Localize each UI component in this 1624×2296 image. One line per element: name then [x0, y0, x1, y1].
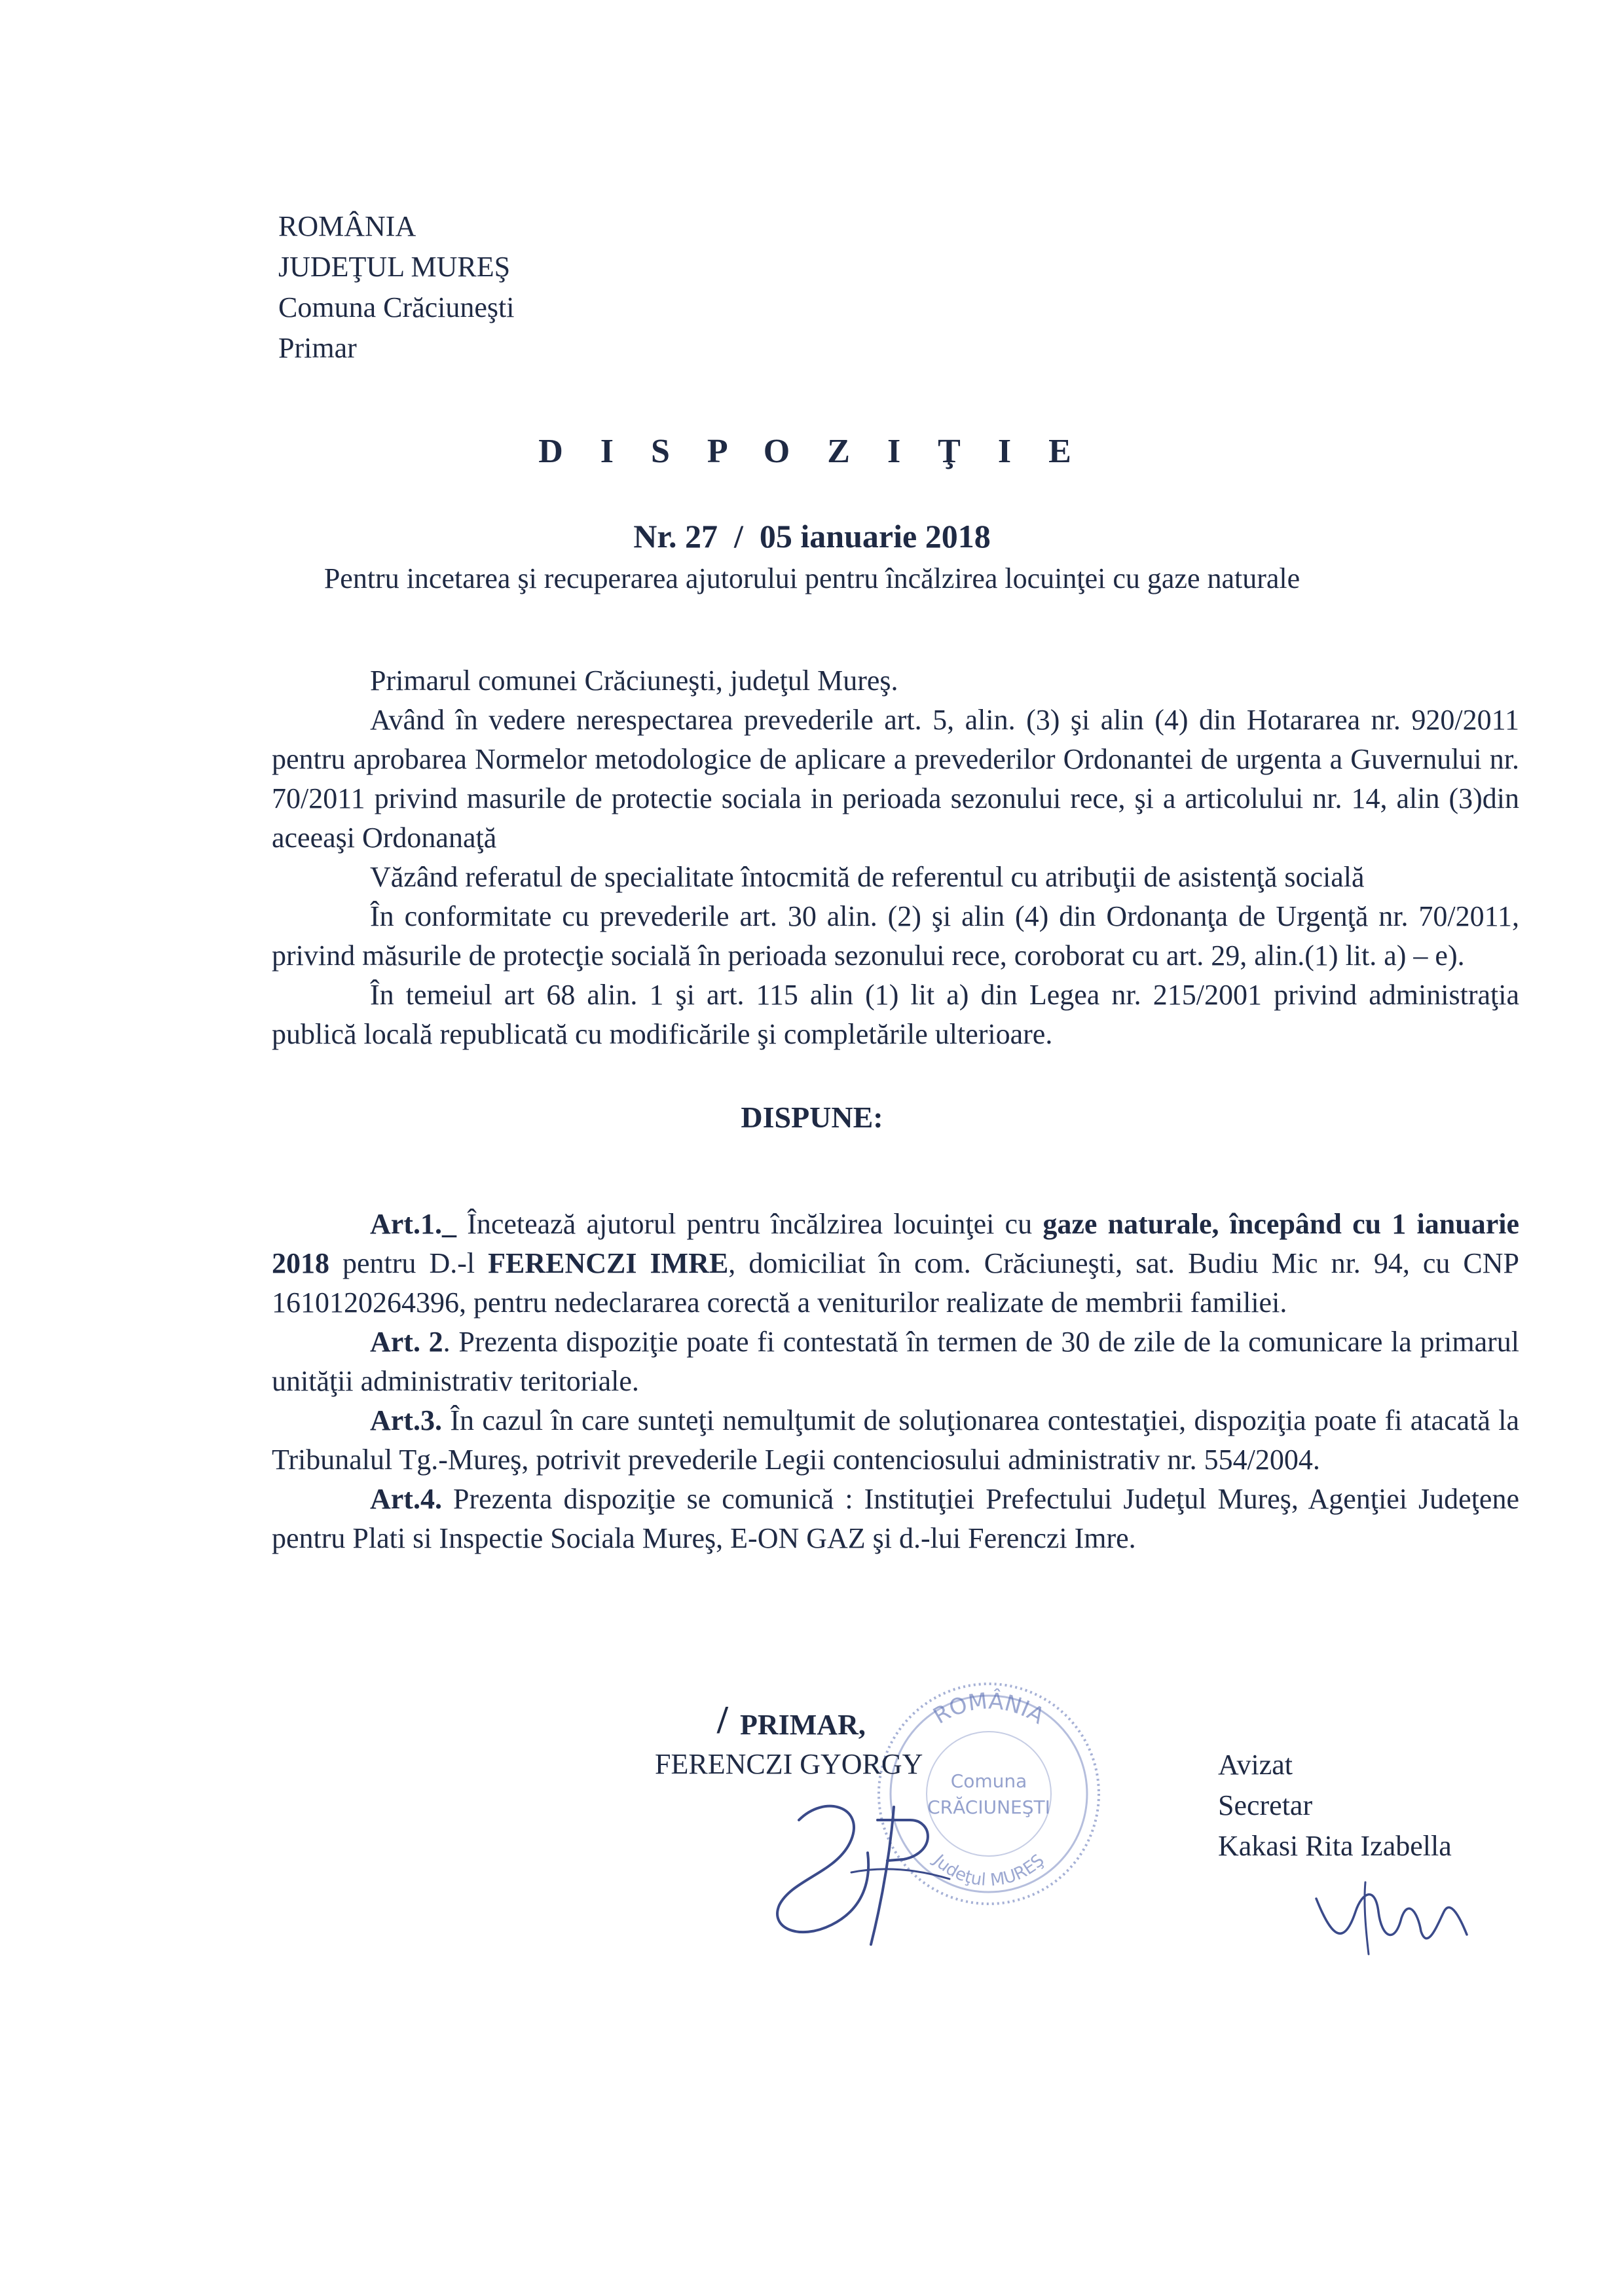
commune-line: Comuna Crăciuneşti	[278, 291, 515, 323]
svg-text:CRĂCIUNEŞTI: CRĂCIUNEŞTI	[927, 1796, 1050, 1818]
svg-text:Comuna: Comuna	[950, 1770, 1027, 1792]
article-2-text: . Prezenta dispoziţie poate fi contestată în termen de 30 de zile de la comunicare la primarul unităţii administrativ teritoriale.	[272, 1326, 1519, 1397]
article-4	[272, 1480, 1519, 1558]
svg-text:Judeţul MUREŞ: Judeţul MUREŞ	[929, 1850, 1048, 1891]
article-1-bold-date: gaze naturale, începând cu 1 ianuarie 2018	[272, 1208, 1519, 1279]
article-1-label: Art.1._	[370, 1208, 456, 1240]
preamble-paragraph: Având în vedere nerespectarea prevederile art. 5, alin. (3) şi alin (4) din Hotararea nr. 920/2011 pentru aprobarea Normelor metodologice de aplicare a prevederilor Ordonantei de urgenta a Guvernului nr. 70/2011 privind masurile de protectie sociala in perioada sezonului rece, şi a articolului nr. 14, alin (3)din aceeaşi Ordonanaţă	[272, 704, 1519, 854]
document-number	[0, 517, 1624, 555]
preamble-paragraph: În conformitate cu prevederile art. 30 alin. (2) şi alin (4) din Ordonanţa de Urgenţă nr. 70/2011, privind măsurile de protecţie socială în perioada sezonului rece, coroborat cu art. 29, alin.(1) lit. a) – e).	[272, 900, 1519, 972]
article-2-label: Art. 2	[370, 1326, 443, 1358]
document-number-prefix: Nr. 27 / 05	[633, 518, 801, 555]
mayor-signature-block	[655, 1698, 923, 1784]
mayor-name: FERENCZI GYORGY	[655, 1748, 923, 1780]
article-4-label: Art.4.	[370, 1483, 442, 1515]
article-3-text: În cazul în care sunteţi nemulţumit de soluţionarea contestaţiei, dispoziţia poate fi atacată la Tribunalul Tg.-Mureş, potrivit prevederile Legii contenciosului administrativ nr. 554/2004.	[272, 1404, 1519, 1476]
svg-text:ROMÂNIA: ROMÂNIA	[929, 1688, 1049, 1730]
office-line: Primar	[278, 332, 357, 364]
secretary-handwritten-signature	[1303, 1872, 1486, 1964]
secretary-block	[1218, 1745, 1452, 1867]
article-2	[272, 1322, 1519, 1401]
signature-slash-mark: /	[717, 1698, 728, 1741]
preamble-paragraph: Primarul comunei Crăciuneşti, judeţul Mureş.	[370, 665, 898, 697]
mayor-handwritten-signature	[753, 1781, 976, 1951]
document-number-date: ianuarie 2018	[800, 518, 991, 555]
secretary-name: Kakasi Rita Izabella	[1218, 1830, 1452, 1862]
article-1	[272, 1205, 1519, 1322]
issuer-header	[278, 206, 515, 369]
article-1-text: Încetează ajutorul pentru încălzirea locuinţei cu	[456, 1208, 1043, 1240]
avizat-label: Avizat	[1218, 1749, 1293, 1781]
secretary-title: Secretar	[1218, 1789, 1313, 1821]
county-line: JUDEŢUL MUREŞ	[278, 251, 511, 283]
mayor-title: PRIMAR,	[740, 1709, 866, 1741]
articles	[272, 1205, 1519, 1558]
document-subtitle: Pentru incetarea şi recuperarea ajutorului pentru încălzirea locuinţei cu gaze naturale	[323, 562, 1301, 594]
article-1-text: pentru D.-l	[329, 1247, 489, 1279]
country-line: ROMÂNIA	[278, 210, 416, 242]
preamble-paragraph: Văzând referatul de specialitate întocmită de referentul cu atribuţii de asistenţă socială	[370, 861, 1365, 893]
article-3-label: Art.3.	[370, 1404, 442, 1436]
article-1-text: , domiciliat în com. Crăciuneşti, sat. Budiu Mic nr. 94, cu CNP 1610120264396, pentru nedeclararea corectă a veniturilor realizate de membrii familiei.	[272, 1247, 1519, 1319]
article-3	[272, 1401, 1519, 1480]
document-title: D I S P O Z I Ţ I E	[538, 433, 1086, 470]
preamble-paragraph: În temeiul art 68 alin. 1 şi art. 115 alin (1) lit a) din Legea nr. 215/2001 privind administraţia publică locală republicată cu modificările şi completările ulterioare.	[272, 979, 1519, 1050]
article-4-text: Prezenta dispoziţie se comunică : Instituţiei Prefectului Judeţul Mureş, Agenţiei Judeţene pentru Plati si Inspectie Sociala Mureş, E-ON GAZ şi d.-lui Ferenczi Imre.	[272, 1483, 1519, 1554]
preamble	[272, 661, 1519, 1054]
article-1-bold-name: FERENCZI IMRE	[488, 1247, 729, 1279]
dispune-heading: DISPUNE:	[741, 1101, 883, 1134]
